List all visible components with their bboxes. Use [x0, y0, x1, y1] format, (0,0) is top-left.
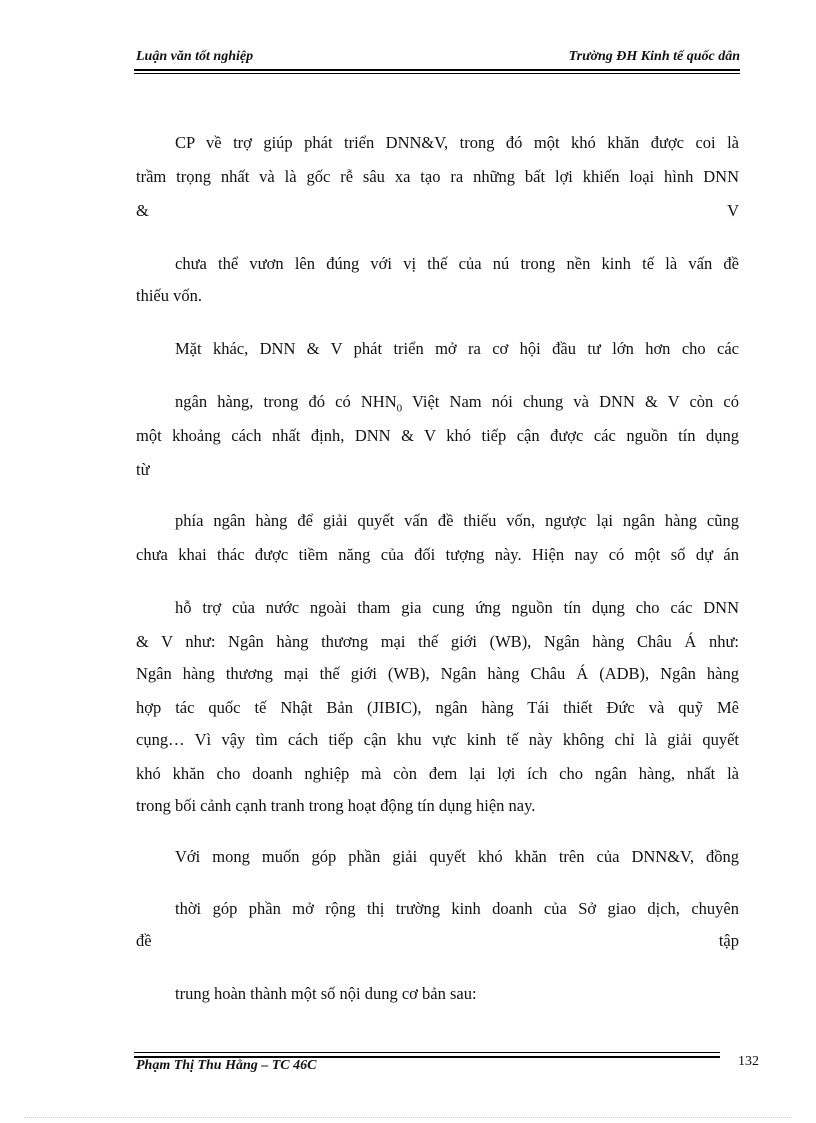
footer-rule-thin	[134, 1052, 720, 1053]
text-line	[136, 925, 739, 957]
subscript: 0	[396, 402, 403, 415]
text-line: hỗ trợ của nước ngoài tham gia cung ứng nguồn tín dụng cho các DNN	[175, 598, 739, 617]
text-fragment: &	[136, 201, 149, 220]
text-line: một khoảng cách nhất định, DNN & V khó tiếp cận được các nguồn tín dụng	[136, 426, 739, 445]
text-fragment: V	[727, 201, 739, 220]
text-line: thời góp phần mở rộng thị trường kinh doanh của Sở giao dịch, chuyên	[175, 899, 739, 918]
header-left-title: Luận văn tốt nghiệp	[136, 49, 254, 64]
text-fragment: đề	[136, 931, 152, 950]
text-line: Mặt khác, DNN & V phát triển mở ra cơ hội đầu tư lớn hơn cho các	[175, 339, 739, 358]
text-line	[136, 195, 739, 227]
header-rule-thin	[134, 73, 740, 74]
text-line: khó khăn cho doanh nghiệp mà còn đem lại lợi ích cho ngân hàng, nhất là	[136, 764, 739, 783]
page-edge-dotted-line	[24, 1117, 792, 1118]
text-fragment: Việt Nam nói chung và DNN & V còn có	[402, 392, 739, 411]
page-number: 132	[738, 1054, 759, 1069]
text-line: hợp tác quốc tế Nhật Bản (JIBIC), ngân hàng Tái thiết Đức và quỹ Mê	[136, 698, 739, 717]
text-line	[175, 386, 739, 424]
text-line: chưa thể vươn lên đúng với vị thế của nú trong nền kinh tế là vấn đề	[175, 254, 739, 273]
text-line: cụng… Vì vậy tìm cách tiếp cận khu vực kinh tế này không chỉ là giải quyết	[136, 730, 739, 749]
text-line: trong bối cảnh cạnh tranh trong hoạt động tín dụng hiện nay.	[136, 796, 536, 815]
text-line: chưa khai thác được tiềm năng của đối tượng này. Hiện nay có một số dự án	[136, 545, 739, 564]
text-fragment: tập	[718, 931, 739, 950]
text-line: thiếu vốn.	[136, 286, 202, 305]
text-line: từ	[136, 460, 150, 479]
text-line: Ngân hàng thương mại thế giới (WB), Ngân hàng Châu Á (ADB), Ngân hàng	[136, 664, 739, 683]
header-right-title: Trường ĐH Kinh tế quốc dân	[568, 49, 740, 64]
text-line: CP về trợ giúp phát triển DNN&V, trong đó một khó khăn được coi là	[175, 133, 739, 152]
footer-author: Phạm Thị Thu Hằng – TC 46C	[136, 1058, 317, 1073]
text-line: phía ngân hàng để giải quyết vấn đề thiếu vốn, ngược lại ngân hàng cũng	[175, 511, 739, 530]
header-rule-thick	[134, 69, 740, 71]
text-fragment: ngân hàng, trong đó có NHN	[175, 392, 397, 411]
text-line: trung hoàn thành một số nội dung cơ bản sau:	[175, 984, 477, 1003]
text-line: & V như: Ngân hàng thương mại thế giới (WB), Ngân hàng Châu Á như:	[136, 632, 739, 651]
text-line: Với mong muốn góp phần giải quyết khó khăn trên của DNN&V, đồng	[175, 847, 739, 866]
text-line: trầm trọng nhất và là gốc rễ sâu xa tạo ra những bất lợi khiến loại hình DNN	[136, 167, 739, 186]
